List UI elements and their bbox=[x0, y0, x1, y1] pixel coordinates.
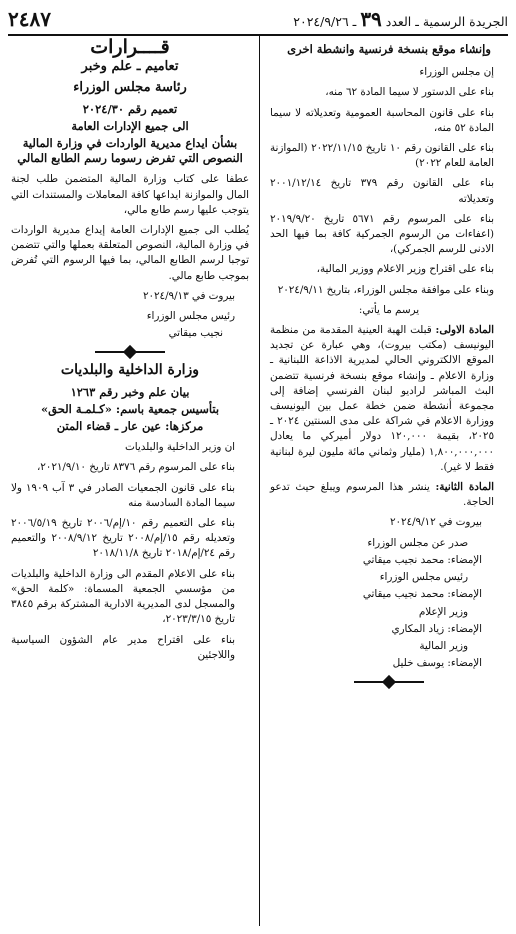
article-2-text: ينشر هذا المرسوم ويبلغ حيث تدعو الحاجة. bbox=[270, 481, 494, 509]
issue-number: ٣٩ bbox=[360, 7, 382, 31]
decree-basis-1: بناء على الدستور لا سيما المادة ٦٢ منه، bbox=[325, 86, 494, 99]
decree-title: وإنشاء موقع بنسخة فرنسية وانشطة اخرى bbox=[287, 42, 491, 56]
signature-3: الإمضاء: زياد المكاري bbox=[391, 622, 482, 635]
presidency-heading: رئاسة مجلس الوزراء bbox=[73, 80, 187, 96]
ministry-heading: وزارة الداخلية والبلديات bbox=[60, 362, 200, 379]
statement-basis-4: بناء على الاعلام المقدم الى وزارة الداخلية والبلديات من مؤسسي الجمعية المسماة: «كلمة الحق» والمسجل لدى المديرية الادارية المشتركة برقم ٣٨٤٥ تاريخ ٢٠٢٣/٣/١٥، bbox=[11, 567, 235, 626]
circular-para-1: عطفا على كتاب وزارة المالية المتضمن طلب لجنة المال والموازنة ايداعها كافة المعاملات والمستندات التي يتوجب عليها رسم طابع مالي، bbox=[11, 173, 249, 216]
right-column bbox=[262, 36, 508, 926]
circular-signer-title: رئيس مجلس الوزراء bbox=[146, 310, 235, 323]
article-1-text: قبلت الهبة العينية المقدمة من منظمة اليونيسف (مكتب بيروت)، وهي عبارة عن تجديد الموقع الالكتروني الحالي لمديرية الاذاعة اللبنانية ـ وزارة الاعلام ـ وإنشاء موقع بنسخة فرنسية تتضمن البث المباشر لراديو لبنان الفرنسي إضافة إلى مجموعة أنشطة ضمن خطة عمل بين اليونيسف ووزارة الاعلام في شراكة على مدى السنتين ٢٠٢٤ ـ ٢٠٢٥، بقيمة ١٢٠,٠٠٠ دولار أميركي ما يعادل ١,٨٠٠,٠٠٠,٠٠٠ (مليار وثماني مائة مليون ليرة لبنانية فقط لا غير). bbox=[270, 324, 495, 473]
signature-2: الإمضاء: محمد نجيب ميقاتي bbox=[362, 588, 482, 601]
decree-basis-5: بناء على المرسوم رقم ٥٦٧١ تاريخ ٢٠١٩/٩/٢٠ (اعفاءات من الرسوم الجمركية كافة بما فيها الحد الادنى للرسم الجمركي)، bbox=[270, 212, 494, 256]
decree-intro: إن مجلس الوزراء bbox=[419, 66, 494, 79]
decree-place-date: بيروت في ٢٠٢٤/٩/١٢ bbox=[389, 516, 482, 529]
article-2-label: المادة الثانية: bbox=[435, 481, 494, 494]
decree-basis-7: وبناء على موافقة مجلس الوزراء، بتاريخ ٢٠٢٤/٩/١١ bbox=[277, 283, 494, 296]
issue-date: ـ ٢٠٢٤/٩/٢٦ bbox=[293, 14, 357, 29]
statement-basis-2: بناء على قانون الجمعيات الصادر في ٣ آب ١٩٠٩ ولا سيما المادة السادسة منه bbox=[11, 481, 235, 509]
decree-heading: يرسم ما يأتي: bbox=[358, 303, 420, 316]
association-seat: مركزها: عين عار ـ قضاء المتن bbox=[56, 419, 204, 434]
circular-para-2: يُطلب الى جميع الإدارات العامة إيداع مديرية الواردات في وزارة المالية، النصوص المتعلقة بعملها والتي تتضمن توجبا لرسم الطابع المالي، بما فيها الرسوم التي تُفرض بموجب طابع مالي. bbox=[11, 224, 249, 282]
statement-basis-3: بناء على التعميم رقم ١٠/إم/٢٠٠٦ تاريخ ٢٠٠٦/٥/١٩ وتعديله رقم ١٥/إم/٢٠٠٨ تاريخ ٢٠٠٨/٩/١٢ والتعميم رقم ٢٤/إم/٢٠١٨ تاريخ ٢٠١٨/١١/٨ bbox=[11, 517, 235, 560]
signature-issued: صدر عن مجلس الوزراء bbox=[367, 536, 468, 549]
article-2 bbox=[270, 480, 508, 510]
gazette-name: الجريدة الرسمية ـ العدد bbox=[385, 14, 508, 29]
signature-title-3: وزير الإعلام bbox=[418, 605, 468, 618]
decisions-subheading: تعاميم ـ علم وخبر bbox=[81, 59, 179, 75]
section-divider bbox=[95, 349, 165, 355]
circular-subject: بشأن ايداع مديرية الواردات في وزارة المالية النصوص التي تفرض رسوما رسم الطابع المالي bbox=[17, 136, 243, 166]
columns bbox=[8, 36, 508, 926]
signature-1: الإمضاء: محمد نجيب ميقاتي bbox=[362, 553, 482, 566]
page-header bbox=[8, 6, 508, 32]
circular-recipients: الى جميع الإدارات العامة bbox=[71, 118, 189, 133]
column-divider bbox=[259, 36, 260, 926]
section-divider bbox=[354, 679, 424, 685]
association-name: بتأسيس جمعية باسم: «كـلمـة الحق» bbox=[40, 401, 220, 416]
statement-basis-5: بناء على اقتراح مدير عام الشؤون السياسية واللاجئين bbox=[11, 633, 235, 661]
article-1-label: المادة الاولى: bbox=[435, 324, 495, 337]
circular-signer-name: نجيب ميقاتي bbox=[168, 327, 223, 340]
signature-title-4: وزير المالية bbox=[419, 639, 468, 652]
circular-number: تعميم رقم ٢٠٢٤/٣٠ bbox=[82, 101, 178, 116]
page-number: ٢٤٨٧ bbox=[8, 7, 51, 31]
decree-basis-6: بناء على اقتراح وزير الاعلام ووزير المالية، bbox=[316, 263, 494, 276]
decisions-heading: قــــرارات bbox=[90, 36, 170, 58]
signature-4: الإمضاء: يوسف خليل bbox=[392, 657, 482, 670]
statement-number: بيان علم وخبر رقم ١٢٦٣ bbox=[70, 384, 190, 399]
circular-date: بيروت في ٢٠٢٤/٩/١٣ bbox=[142, 289, 235, 302]
decree-basis-3: بناء على القانون رقم ١٠ تاريخ ٢٠٢٢/١١/١٥ (الموازنة العامة للعام ٢٠٢٢) bbox=[270, 142, 494, 170]
signature-title-2: رئيس مجلس الوزراء bbox=[379, 571, 468, 584]
gazette-issue-line bbox=[293, 7, 508, 31]
decree-basis-4: بناء على القانون رقم ٣٧٩ تاريخ ٢٠٠١/١٢/١٤ وتعديلاته bbox=[270, 177, 494, 205]
left-column bbox=[11, 36, 257, 926]
article-1 bbox=[270, 323, 508, 475]
statement-intro: ان وزير الداخلية والبلديات bbox=[125, 441, 235, 454]
statement-basis-1: بناء على المرسوم رقم ٨٣٧٦ تاريخ ٢٠٢١/٩/١٠، bbox=[36, 461, 235, 474]
decree-basis-2: بناء على قانون المحاسبة العمومية وتعديلاته لا سيما المادة ٥٢ منه، bbox=[270, 106, 494, 134]
